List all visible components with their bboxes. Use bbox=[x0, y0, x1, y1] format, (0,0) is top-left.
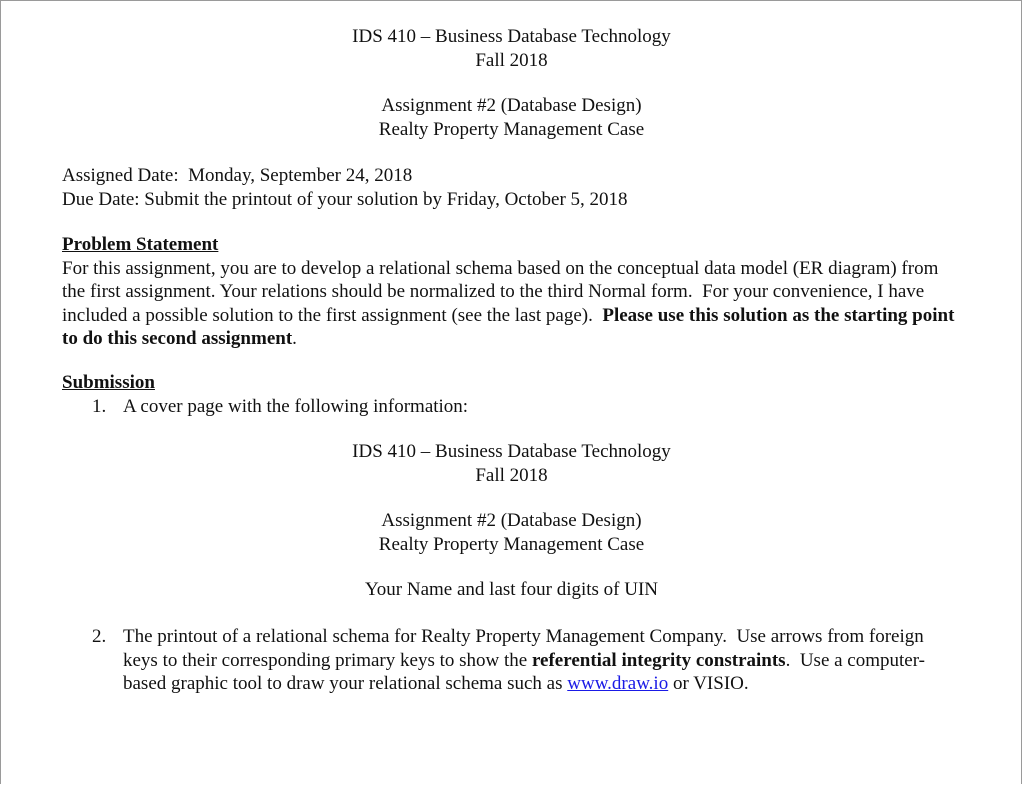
due-date: Due Date: Submit the printout of your solution by Friday, October 5, 2018 bbox=[62, 188, 628, 210]
document-header bbox=[62, 25, 961, 72]
assigned-date: Assigned Date: Monday, September 24, 2018 bbox=[62, 165, 413, 186]
problem-statement-text bbox=[62, 257, 961, 351]
problem-end: . bbox=[292, 328, 297, 349]
list-number: 1. bbox=[92, 395, 107, 417]
item2-text-c: or VISIO. bbox=[668, 673, 749, 694]
term: Fall 2018 bbox=[475, 49, 548, 71]
course-title: IDS 410 – Business Database Technology bbox=[352, 26, 671, 47]
item2-text-a: The printout of a relational schema for Realty Property Management Company. Use arrows from foreign keys to their corresponding primary keys to show the bbox=[123, 626, 929, 671]
cover-term: Fall 2018 bbox=[475, 464, 548, 486]
assignment-title: Assignment #2 (Database Design) bbox=[381, 95, 642, 116]
cover-case-title: Realty Property Management Case bbox=[378, 533, 645, 555]
drawio-link[interactable]: www.draw.io bbox=[567, 673, 669, 694]
list-item bbox=[62, 625, 961, 696]
submission-heading: Submission bbox=[62, 372, 155, 393]
item2-bold: referential integrity constraints bbox=[531, 649, 786, 671]
cover-course-title: IDS 410 – Business Database Technology bbox=[352, 441, 671, 462]
case-title: Realty Property Management Case bbox=[378, 118, 645, 140]
assignment-header bbox=[62, 94, 961, 141]
cover-assignment-title: Assignment #2 (Database Design) bbox=[381, 510, 642, 531]
cover-header bbox=[62, 440, 961, 487]
dates-section bbox=[62, 164, 961, 211]
cover-name-line: Your Name and last four digits of UIN bbox=[364, 579, 659, 600]
list-item-text: A cover page with the following information: bbox=[123, 395, 469, 417]
problem-statement-section bbox=[62, 233, 961, 351]
problem-bold-text: Please use this solution as the starting point to do this second assignment bbox=[62, 304, 955, 349]
problem-text: For this assignment, you are to develop a relational schema based on the conceptual data model (ER diagram) from the first assignment. Your relations should be normalized to the third Normal form. For your convenience, I have included a possible solution to the first assignment (see the last page). bbox=[62, 257, 944, 326]
cover-name bbox=[62, 578, 961, 602]
item2-text-b: . Use a computer-based graphic tool to draw your relational schema such as bbox=[123, 649, 926, 694]
cover-assignment bbox=[62, 509, 961, 556]
problem-statement-heading: Problem Statement bbox=[62, 234, 219, 255]
list-number: 2. bbox=[92, 626, 107, 647]
list-item bbox=[62, 395, 961, 419]
list-item-text bbox=[123, 625, 961, 696]
submission-section bbox=[62, 371, 961, 418]
